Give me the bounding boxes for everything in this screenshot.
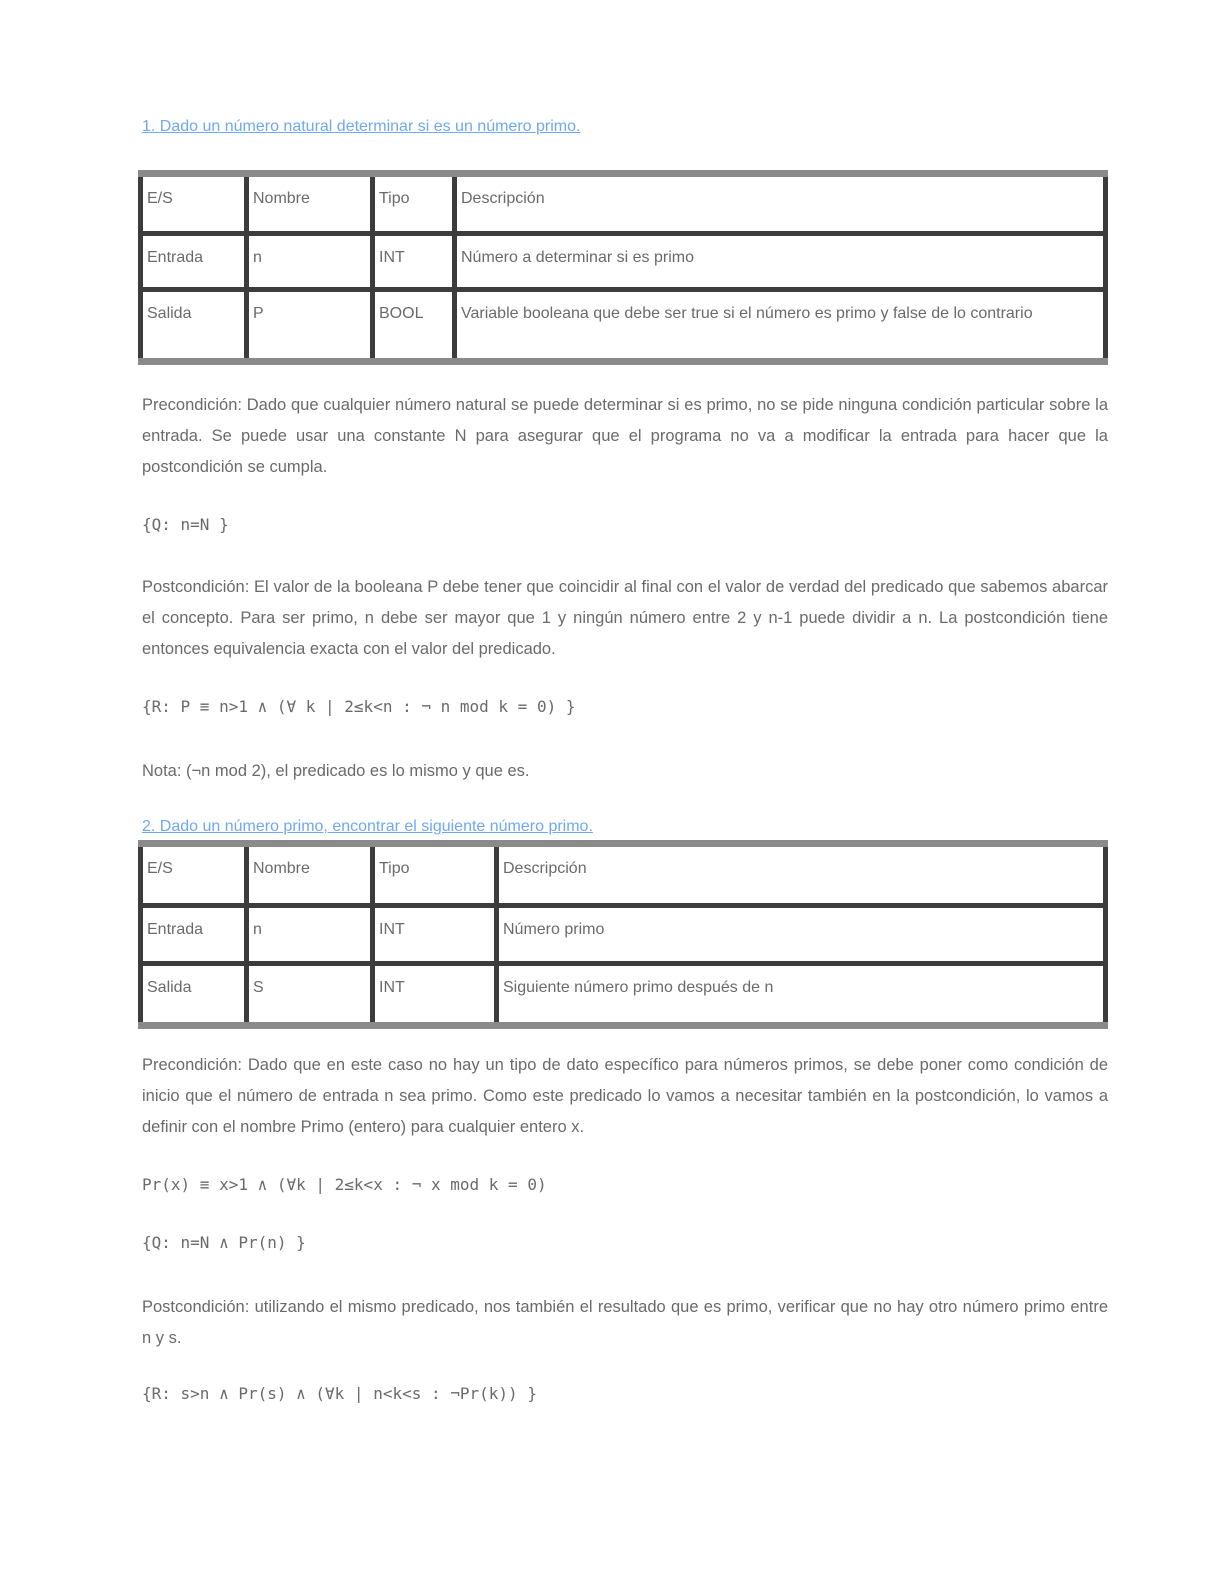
table-cell: Siguiente número primo después de n xyxy=(497,964,1106,1026)
table-header-cell: Descripción xyxy=(497,844,1106,906)
table-header-cell: Tipo xyxy=(373,844,497,906)
table-header-cell: E/S xyxy=(141,174,247,234)
section-1-table xyxy=(138,170,1108,365)
table-cell: INT xyxy=(373,906,497,964)
table-row xyxy=(141,234,1106,290)
table-cell: P xyxy=(247,290,373,362)
table-header-cell: E/S xyxy=(141,844,247,906)
table-cell: Entrada xyxy=(141,234,247,290)
table-header-cell: Nombre xyxy=(247,174,373,234)
table-row xyxy=(141,964,1106,1026)
table-cell: Número primo xyxy=(497,906,1106,964)
table-cell: Variable booleana que debe ser true si el número es primo y false de lo contrario xyxy=(455,290,1106,362)
predicate-definition-formula: Pr(x) ≡ x>1 ∧ (∀k | 2≤k<x : ¬ x mod k = 0) xyxy=(142,1175,547,1194)
table-cell: Salida xyxy=(141,290,247,362)
table-cell: Salida xyxy=(141,964,247,1026)
precondition-formula: {Q: n=N ∧ Pr(n) } xyxy=(142,1233,306,1252)
table-cell: Número a determinar si es primo xyxy=(455,234,1106,290)
precondition-formula: {Q: n=N } xyxy=(142,515,229,534)
table-cell: BOOL xyxy=(373,290,455,362)
table-cell: n xyxy=(247,906,373,964)
table-header-row xyxy=(141,844,1106,906)
table-row xyxy=(141,290,1106,362)
table-row xyxy=(141,906,1106,964)
note-paragraph: Nota: (¬n mod 2), el predicado es lo mismo y que es. xyxy=(142,762,530,780)
section-2-table xyxy=(138,840,1108,1029)
table-cell: n xyxy=(247,234,373,290)
precondition-paragraph: Precondición: Dado que cualquier número natural se puede determinar si es primo, no se pide ninguna condición particular sobre la entrada. Se puede usar una constante N para asegurar que el programa no va a modificar la entrada para hacer que la postcondición se cumpla. xyxy=(142,396,1108,476)
table-cell: INT xyxy=(373,964,497,1026)
postcondition-paragraph: Postcondición: utilizando el mismo predicado, nos también el resultado que es primo, verificar que no hay otro número primo entre n y s. xyxy=(142,1298,1108,1347)
table-cell: S xyxy=(247,964,373,1026)
postcondition-formula: {R: P ≡ n>1 ∧ (∀ k | 2≤k<n : ¬ n mod k = 0) } xyxy=(142,697,576,716)
table-cell: Entrada xyxy=(141,906,247,964)
precondition-paragraph: Precondición: Dado que en este caso no hay un tipo de dato específico para números primos, se debe poner como condición de inicio que el número de entrada n sea primo. Como este predicado lo vamos a necesitar también en la postcondición, lo vamos a definir con el nombre Primo (entero) para cualquier entero x. xyxy=(142,1056,1108,1136)
table-header-cell: Tipo xyxy=(373,174,455,234)
table-header-cell: Descripción xyxy=(455,174,1106,234)
table-header-row xyxy=(141,174,1106,234)
section-2-heading[interactable]: 2. Dado un número primo, encontrar el siguiente número primo. xyxy=(142,818,593,835)
postcondition-formula: {R: s>n ∧ Pr(s) ∧ (∀k | n<k<s : ¬Pr(k)) } xyxy=(142,1384,537,1403)
section-1-heading[interactable]: 1. Dado un número natural determinar si es un número primo. xyxy=(142,118,581,135)
table-cell: INT xyxy=(373,234,455,290)
table-header-cell: Nombre xyxy=(247,844,373,906)
postcondition-paragraph: Postcondición: El valor de la booleana P debe tener que coincidir al final con el valor de verdad del predicado que sabemos abarcar el concepto. Para ser primo, n debe ser mayor que 1 y ningún número entre 2 y n-1 puede dividir a n. La postcondición tiene entonces equivalencia exacta con el valor del predicado. xyxy=(142,578,1108,658)
